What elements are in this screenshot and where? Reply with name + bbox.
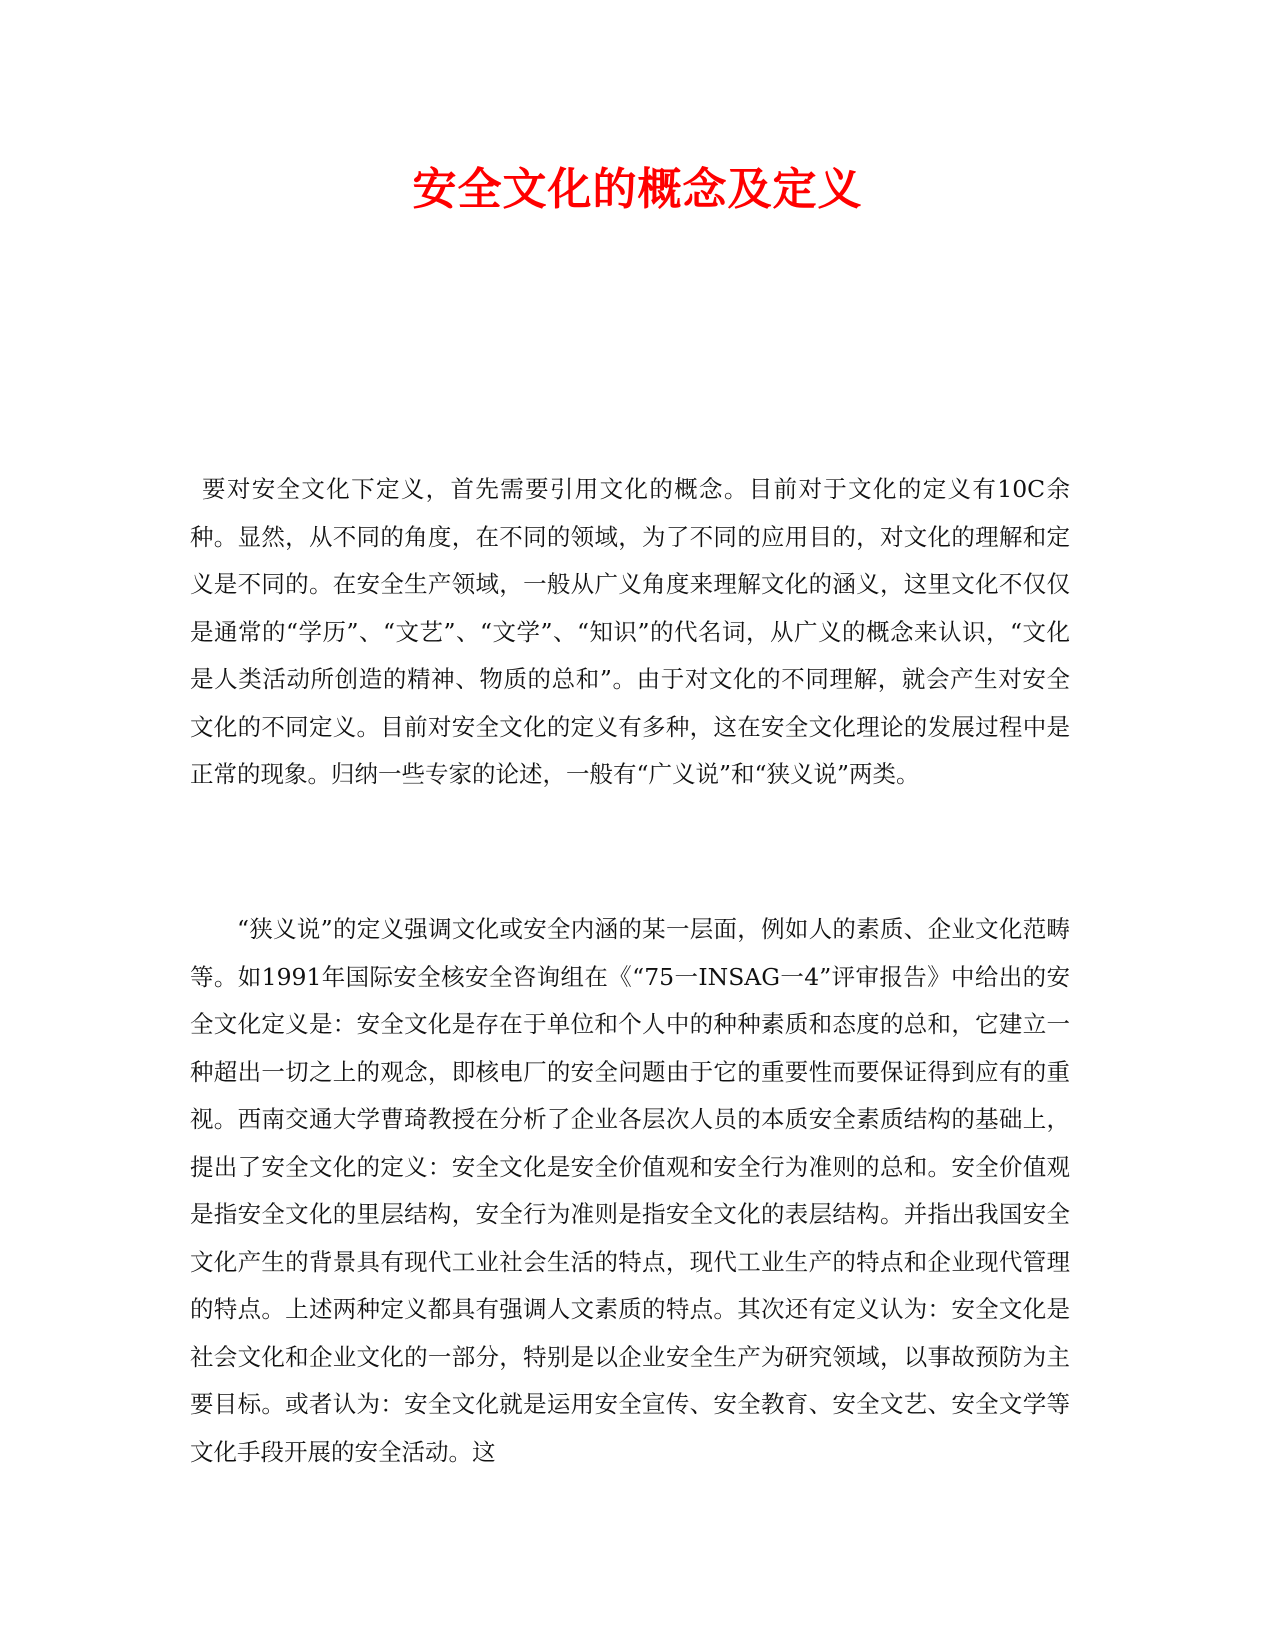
paragraph-block-1	[190, 466, 1070, 799]
page-title: 安全文化的概念及定义	[412, 164, 863, 215]
body-paragraph: “狭义说”的定义强调文化或安全内涵的某一层面，例如人的素质、企业文化范畴等。如1991年国际安全核安全咨询组在《“75一INSAG一4”评审报告》中给出的安全文化定义是：安全文化是存在于单位和个人中的种种素质和态度的总和，它建立一种超出一切之上的观念，即核电厂的安全问题由于它的重要性而要保证得到应有的重视。西南交通大学曹琦教授在分析了企业各层次人员的本质安全素质结构的基础上，提出了安全文化的定义：安全文化是安全价值观和安全行为准则的总和。安全价值观是指安全文化的里层结构，安全行为准则是指安全文化的表层结构。并指出我国安全文化产生的背景具有现代工业社会生活的特点，现代工业生产的特点和企业现代管理的特点。上述两种定义都具有强调人文素质的特点。其次还有定义认为：安全文化是社会文化和企业文化的一部分，特别是以企业安全生产为研究领域，以事故预防为主要目标。或者认为：安全文化就是运用安全宣传、安全教育、安全文艺、安全文学等文化手段开展的安全活动。这	[190, 915, 1070, 1466]
paragraph-block-2	[190, 906, 1070, 1476]
body-paragraph: 要对安全文化下定义，首先需要引用文化的概念。目前对于文化的定义有10C余种。显然，从不同的角度，在不同的领域，为了不同的应用目的，对文化的理解和定义是不同的。在安全生产领域，一般从广义角度来理解文化的涵义，这里文化不仅仅是通常的“学历”、“文艺”、“文学”、“知识”的代名词，从广义的概念来认识，“文化是人类活动所创造的精神、物质的总和”。由于对文化的不同理解，就会产生对安全文化的不同定义。目前对安全文化的定义有多种，这在安全文化理论的发展过程中是正常的现象。归纳一些专家的论述，一般有“广义说”和“狭义说”两类。	[190, 475, 1070, 788]
